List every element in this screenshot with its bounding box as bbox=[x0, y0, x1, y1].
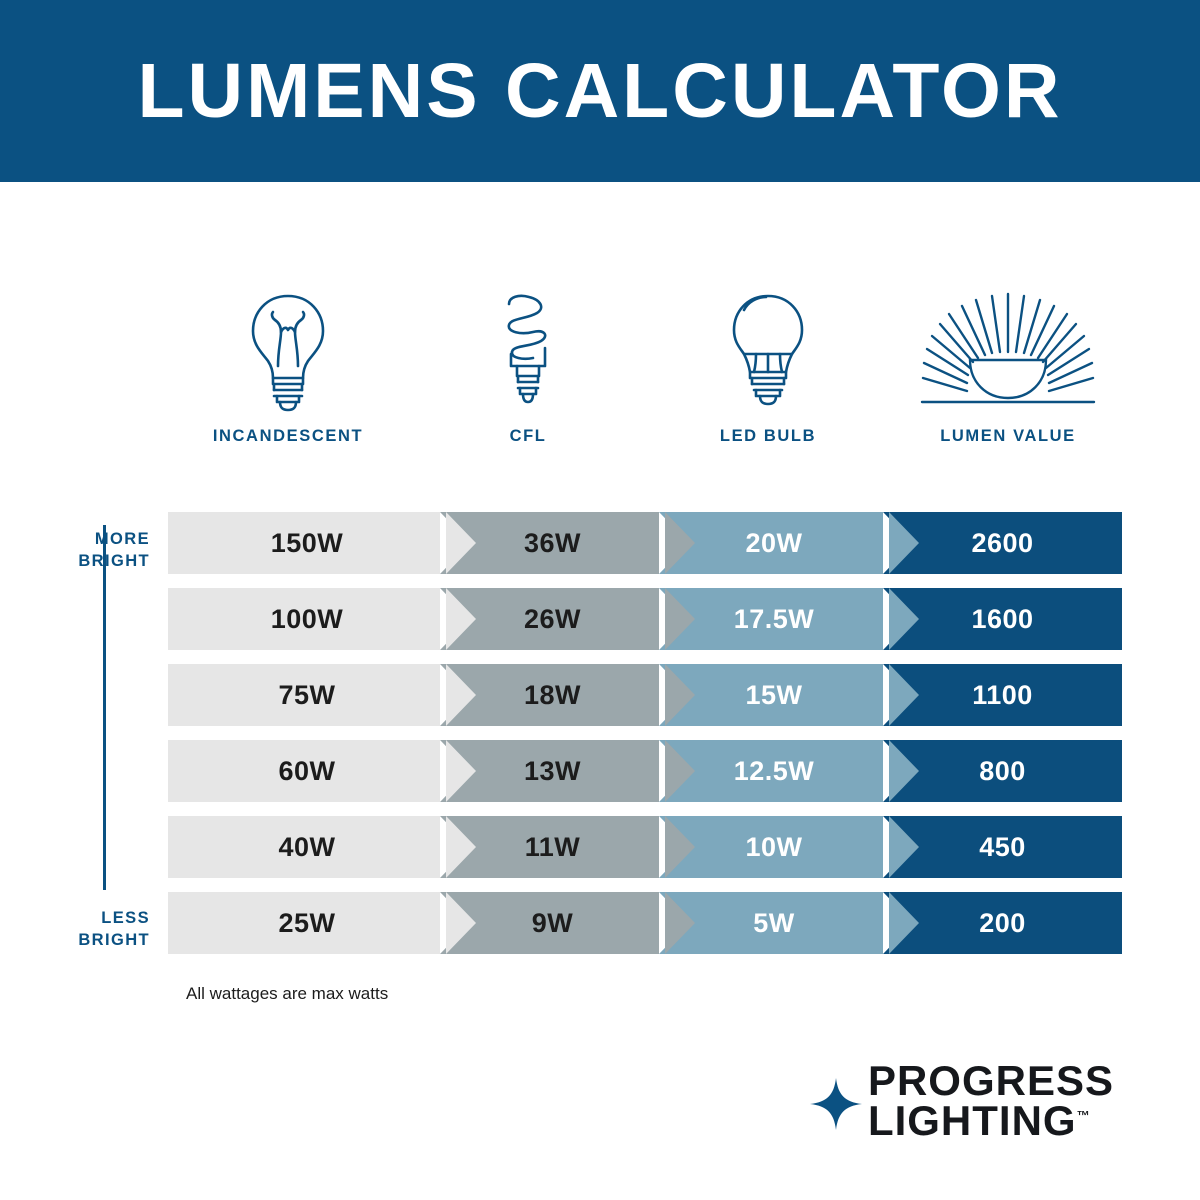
lumen-rays-icon bbox=[918, 285, 1098, 415]
brand-logo bbox=[810, 1057, 1114, 1144]
cell-value: 1100 bbox=[972, 679, 1033, 710]
column-lumen-value bbox=[888, 285, 1128, 480]
cell-value: 150W bbox=[270, 527, 344, 558]
column-incandescent bbox=[168, 285, 408, 480]
logo-line-lighting bbox=[867, 1096, 1114, 1144]
cell-value: 12.5W bbox=[733, 755, 815, 786]
axis-more-line2: BRIGHT bbox=[78, 552, 150, 571]
cfl-bulb-icon bbox=[473, 285, 583, 415]
cell-incandescent bbox=[168, 892, 446, 954]
cell-value: 9W bbox=[531, 907, 574, 938]
table-row bbox=[168, 664, 1128, 726]
column-label-incandescent: INCANDESCENT bbox=[212, 427, 364, 445]
cell-value: 75W bbox=[278, 679, 336, 710]
column-cfl bbox=[408, 285, 648, 480]
column-led bbox=[648, 285, 888, 480]
axis-label-more-bright bbox=[30, 528, 150, 573]
cell-value: 100W bbox=[270, 603, 344, 634]
cell-value: 5W bbox=[753, 907, 795, 938]
cell-value: 10W bbox=[745, 831, 803, 862]
cell-value: 2600 bbox=[971, 527, 1034, 558]
cell-incandescent bbox=[168, 816, 446, 878]
column-label-led: LED BULB bbox=[719, 427, 817, 445]
cell-value: 26W bbox=[523, 603, 582, 634]
table-row bbox=[168, 892, 1128, 954]
cell-value: 15W bbox=[745, 679, 803, 710]
cell-value: 36W bbox=[523, 527, 582, 558]
cell-incandescent bbox=[168, 512, 446, 574]
axis-more-line1: MORE bbox=[94, 530, 150, 548]
cell-value: 25W bbox=[278, 907, 336, 938]
axis-less-line2: BRIGHT bbox=[78, 931, 150, 950]
table-row bbox=[168, 816, 1128, 878]
column-header-row bbox=[168, 285, 1128, 480]
brightness-axis-line bbox=[103, 525, 106, 890]
cell-value: 450 bbox=[979, 831, 1026, 862]
comparison-table bbox=[168, 512, 1128, 968]
star-icon bbox=[810, 1078, 862, 1130]
axis-less-line1: LESS bbox=[101, 909, 150, 927]
led-bulb-icon bbox=[713, 285, 823, 415]
cell-value: 20W bbox=[745, 527, 803, 558]
footnote: All wattages are max watts bbox=[186, 984, 389, 1003]
cell-incandescent bbox=[168, 664, 446, 726]
cell-value: 1600 bbox=[971, 603, 1034, 634]
incandescent-bulb-icon bbox=[233, 285, 343, 415]
cell-value: 13W bbox=[523, 755, 582, 786]
page-title: LUMENS CALCULATOR bbox=[137, 47, 1063, 134]
cell-value: 60W bbox=[278, 755, 336, 786]
cell-value: 18W bbox=[523, 679, 582, 710]
cell-value: 11W bbox=[524, 831, 581, 862]
page-header bbox=[0, 0, 1200, 182]
axis-label-less-bright bbox=[30, 907, 150, 952]
cell-value: 800 bbox=[979, 755, 1026, 786]
column-label-cfl: CFL bbox=[509, 427, 547, 445]
logo-lighting-text: LIGHTING bbox=[867, 1096, 1077, 1144]
cell-incandescent bbox=[168, 588, 446, 650]
cell-value: 17.5W bbox=[733, 603, 815, 634]
table-row bbox=[168, 740, 1128, 802]
trademark-symbol: ™ bbox=[1076, 1107, 1091, 1123]
cell-incandescent bbox=[168, 740, 446, 802]
table-row bbox=[168, 588, 1128, 650]
cell-value: 40W bbox=[278, 831, 336, 862]
table-row bbox=[168, 512, 1128, 574]
column-label-lumen-value: LUMEN VALUE bbox=[940, 427, 1076, 445]
cell-value: 200 bbox=[979, 907, 1026, 938]
logo-wordmark bbox=[867, 1057, 1114, 1144]
logo-line-progress: PROGRESS bbox=[867, 1057, 1114, 1105]
